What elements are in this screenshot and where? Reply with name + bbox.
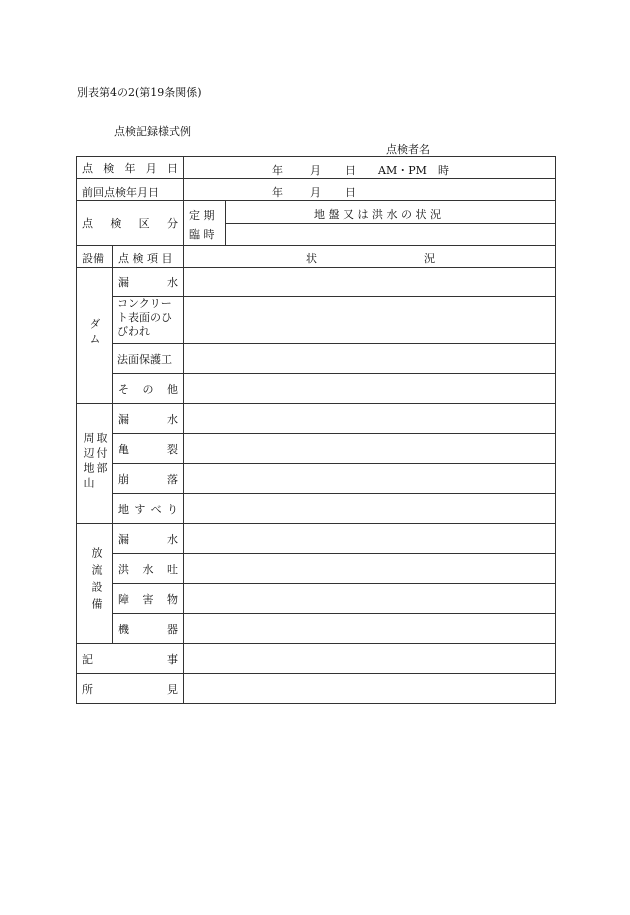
status-header-1: 状 bbox=[306, 252, 317, 265]
facility-header: 設備 bbox=[82, 252, 104, 265]
rinji-label: 臨 時 bbox=[189, 228, 215, 241]
notes-label: 記 事 bbox=[82, 652, 178, 666]
prev-day-label: 日 bbox=[345, 186, 356, 199]
inspection-date-label: 点 検 年 月 日 bbox=[82, 161, 178, 175]
teiki-label: 定 期 bbox=[189, 209, 215, 222]
intake-item-landslide: 地 す べ り bbox=[118, 502, 178, 516]
inspection-category-label: 点 検 区 分 bbox=[82, 217, 178, 230]
prev-year-label: 年 bbox=[272, 186, 283, 199]
am-pm-label: AM・PM bbox=[378, 164, 427, 177]
date-year-label: 年 bbox=[272, 164, 283, 177]
discharge-item-leak: 漏 水 bbox=[118, 532, 178, 546]
dam-item-other: そ の 他 bbox=[118, 382, 178, 396]
form-title: 点検記録様式例 bbox=[114, 125, 191, 138]
ground-flood-status-label: 地 盤 又 は 洪 水 の 状 況 bbox=[314, 208, 441, 221]
opinion-label: 所 見 bbox=[82, 682, 178, 696]
item-header: 点 検 項 目 bbox=[118, 252, 173, 265]
dam-item-leak: 漏 水 bbox=[118, 276, 178, 289]
previous-date-label: 前回点検年月日 bbox=[82, 186, 159, 199]
appendix-title: 別表第4の2(第19条関係) bbox=[77, 86, 202, 99]
hour-label: 時 bbox=[438, 164, 449, 177]
status-header-2: 況 bbox=[424, 252, 435, 265]
inspector-name-label: 点検者名 bbox=[386, 143, 430, 156]
discharge-item-spillway: 洪 水 吐 bbox=[118, 562, 178, 576]
discharge-group-label: 放流設備 bbox=[90, 547, 103, 615]
intake-item-collapse: 崩 落 bbox=[118, 472, 178, 486]
intake-item-leak: 漏 水 bbox=[118, 412, 178, 426]
dam-group-label: ダム bbox=[88, 318, 101, 348]
dam-item-slope-protection: 法面保護工 bbox=[117, 353, 172, 366]
intake-item-crack: 亀 裂 bbox=[118, 442, 178, 456]
date-day-label: 日 bbox=[345, 164, 356, 177]
discharge-item-obstruction: 障 害 物 bbox=[118, 592, 178, 606]
dam-item-concrete-crack: コンクリート表面のひびわれ bbox=[117, 297, 172, 338]
prev-month-label: 月 bbox=[310, 186, 321, 199]
date-month-label: 月 bbox=[310, 164, 321, 177]
discharge-item-equipment: 機 器 bbox=[118, 622, 178, 636]
intake-group-label-2: 取付部 bbox=[95, 432, 108, 477]
intake-group-label-1: 周辺地山 bbox=[82, 432, 95, 492]
